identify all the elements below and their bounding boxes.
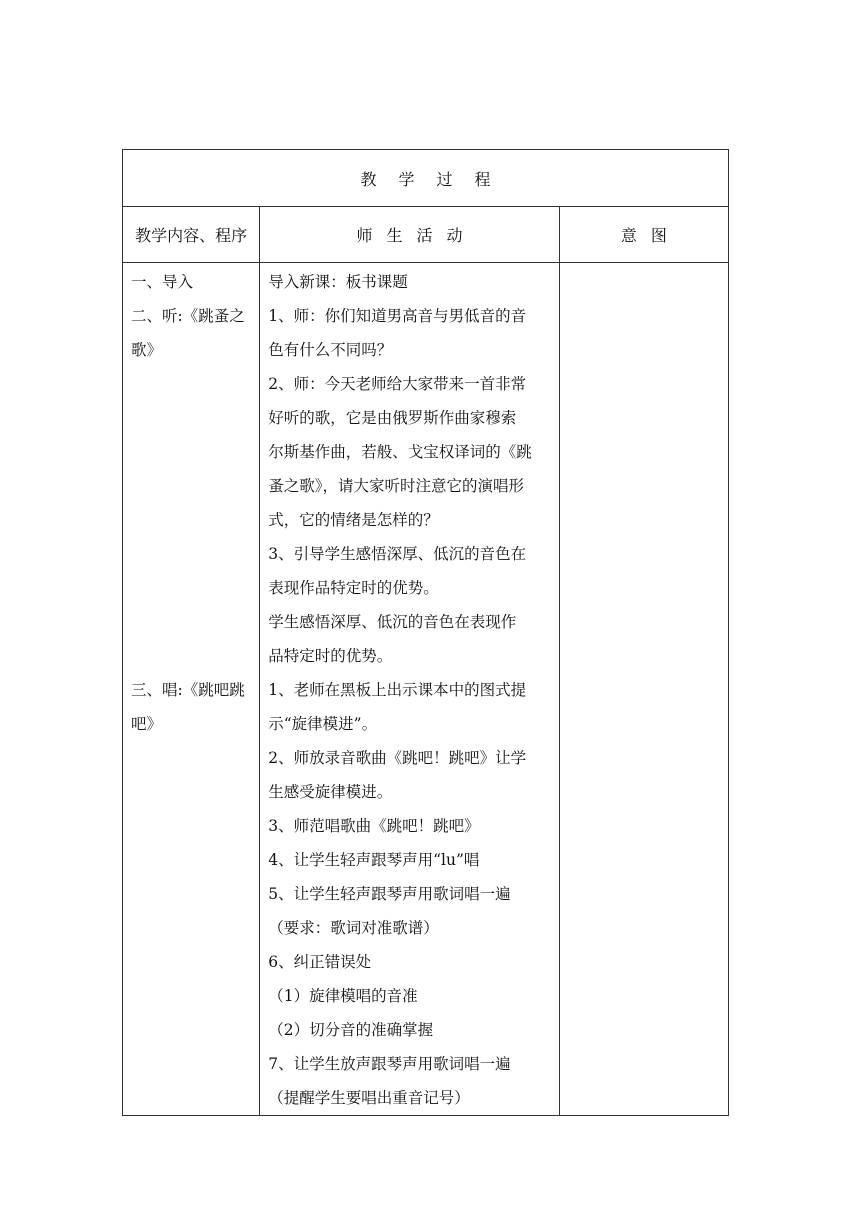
activity-line: （1）旋律模唱的音准 [268,987,418,1005]
content-line: 歌》 [131,341,163,359]
activity-line: 示“旋律模进”。 [268,715,378,733]
content-line: 二、听:《跳蚤之 [131,307,245,325]
intent-cell [559,263,728,1116]
activity-line: （2）切分音的准确掌握 [268,1021,434,1039]
activity-line: 4、让学生轻声跟琴声用“lu”唱 [268,851,480,869]
activity-line: （要求：歌词对准歌谱） [268,919,439,937]
content-line: 一、导入 [131,273,194,291]
activity-line: 7、让学生放声跟琴声用歌词唱一遍 [268,1055,511,1073]
activity-line: （提醒学生要唱出重音记号） [268,1089,470,1107]
activity-line: 3、引导学生感悟深厚、低沉的音色在 [268,545,527,563]
activity-line: 表现作品特定时的优势。 [268,579,439,597]
activity-line: 色有什么不同吗？ [268,341,393,359]
content-line: 吧》 [131,715,163,733]
lesson-process-table [122,149,729,1116]
activity-line: 品特定时的优势。 [268,647,393,665]
activity-line: 导入新课：板书课题 [268,273,408,291]
activity-cell [260,263,559,1116]
header-content-procedure: 教学内容、程序 [123,207,260,263]
header-intent: 意图 [559,207,728,263]
activity-line: 尔斯基作曲，若般、戈宝权译词的《跳 [268,443,532,461]
activity-line: 1、师：你们知道男高音与男低音的音 [268,307,527,325]
activity-line: 1、老师在黑板上出示课本中的图式提 [268,681,527,699]
activity-line: 学生感悟深厚、低沉的音色在表现作 [268,613,517,631]
activity-line: 3、师范唱歌曲《跳吧！跳吧》 [268,817,480,835]
activity-line: 好听的歌，它是由俄罗斯作曲家穆索 [268,409,517,427]
header-teacher-student-activity: 师生活动 [260,207,559,263]
activity-line: 式，它的情绪是怎样的？ [268,511,439,529]
table-title: 教学过程 [123,150,729,207]
activity-line: 生感受旋律模进。 [268,783,393,801]
activity-line: 6、纠正错误处 [268,953,372,971]
activity-line: 2、师放录音歌曲《跳吧！跳吧》让学 [268,749,527,767]
content-line: 三、唱:《跳吧跳 [131,681,245,699]
content-procedure-cell [123,263,260,1116]
activity-line: 蚤之歌》，请大家听时注意它的演唱形 [268,477,524,495]
activity-line: 5、让学生轻声跟琴声用歌词唱一遍 [268,885,511,903]
activity-line: 2、师：今天老师给大家带来一首非常 [268,375,527,393]
